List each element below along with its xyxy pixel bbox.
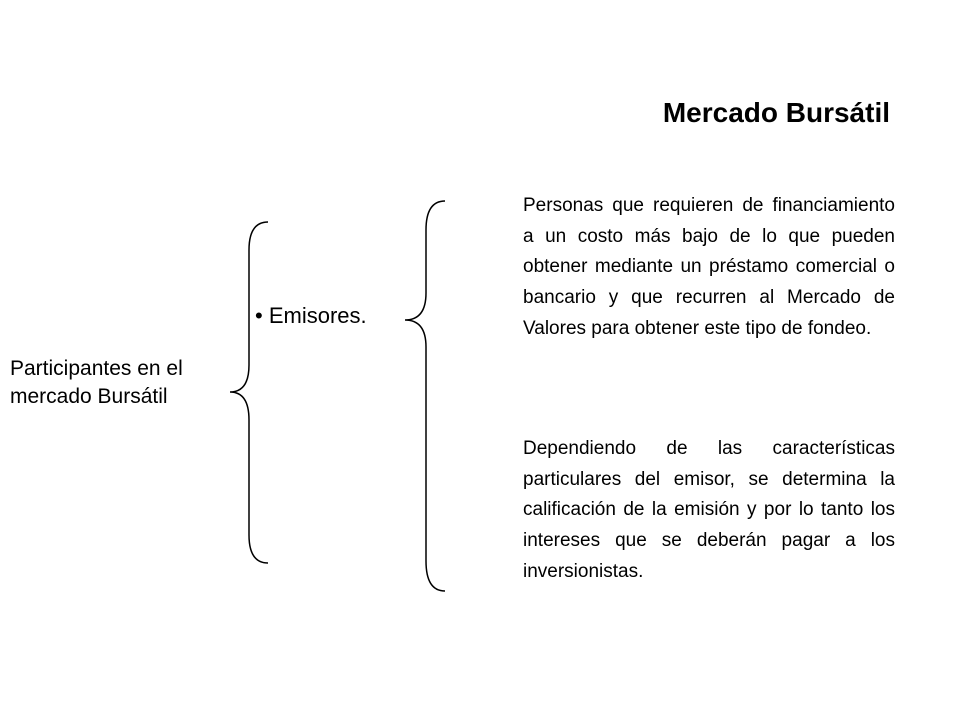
issuers-rating-paragraph: Dependiendo de las características particulares del emisor, se determina la calificación de la emisión y por lo tanto los intereses que se deberán pagar a los inversionistas. xyxy=(523,438,895,582)
participants-root-label xyxy=(10,355,240,411)
root-label-line-1: Participantes en el xyxy=(10,357,183,380)
root-label-line-2: mercado Bursátil xyxy=(10,385,168,408)
issuers-bullet-item: • Emisores. xyxy=(255,303,367,328)
issuers-definition-paragraph: Personas que requieren de financiamiento a un costo más bajo de lo que pueden obtener mediante un préstamo comercial o bancario y que recurren al Mercado de Valores para obtener este tipo de fondeo. xyxy=(523,195,895,339)
right-curly-brace xyxy=(405,201,445,591)
slide-title: Mercado Bursátil xyxy=(662,97,890,128)
